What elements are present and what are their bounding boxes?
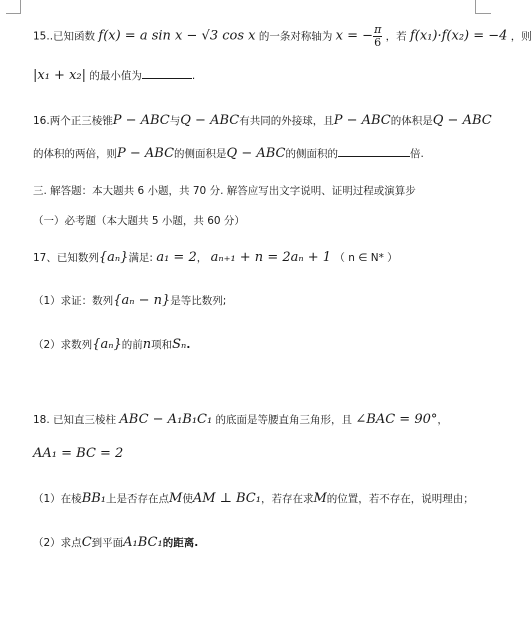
q17-part-2 [33,335,190,355]
q17-part-1 [33,291,226,311]
q17-p1-expression: {aₙ − n} [113,293,171,308]
q16-pyramid-q-3: Q − ABC [226,146,286,161]
q15-line-1 [33,24,532,49]
q18-part-1 [33,489,474,509]
q18-p1-edge: BB₁ [81,491,107,506]
q17-p2-text-1: （2）求数列 [33,339,93,351]
q17-p2-text-2: 的前 [121,339,143,351]
q15-line-2 [33,66,195,86]
q18-p2-point: C [81,535,92,550]
q15-text-5: 的最小值为 [89,70,142,82]
q15-abs-expression: |x₁ + x₂| [33,68,87,83]
q17-condition: （ n ∈ N* ） [334,252,398,264]
crop-mark-right-horizontal [475,13,491,14]
q18-p1-point: M [169,491,183,506]
q17-stem: 17、已知数列{aₙ}满足: a₁ = 2， aₙ₊₁ + n = 2aₙ + 1 （ n ∈ N* ） [33,250,398,265]
q16-answer-blank [338,144,410,157]
q16-text-2: 与 [169,115,181,127]
q17-p2-text-3: 项和 [151,339,173,351]
q15-text-3: ，若 [385,30,407,43]
q16-text-5: 的体积的两倍，则 [33,148,117,160]
q18-text-3: ， [437,414,448,426]
q15-function: f(x) = a sin x − √3 cos x [98,28,256,44]
q18-stem [33,410,448,430]
q15-axis-numerator: π [374,23,382,36]
q16-text-4: 的体积是 [390,115,433,127]
q18-text-2: 的底面是等腰直角三角形，且 [215,414,353,426]
q17-p1-text-1: （1）求证：数列 [33,295,114,307]
q17-recurrence: aₙ₊₁ + n = 2aₙ + 1 [210,250,332,265]
q17-p2-n: n [142,337,152,352]
q18-lengths: AA₁ = BC = 2 [33,446,124,461]
q17-p2-sequence: {aₙ} [92,337,122,352]
q18-p1-text-5: 的位置，若不存在，说明理由； [326,493,474,505]
q17-text-2: 满足: [128,252,153,264]
q17-text-1: 17、已知数列 [33,252,99,264]
q17-sequence: {aₙ} [98,250,129,265]
q18-p1-point-2: M [313,491,327,506]
q15-axis-lhs: x = − [335,28,374,44]
q18-p2-text-2: 到平面 [91,537,124,549]
section-3-subheading: （一）必考题（本大题共 5 小题，共 60 分） [33,215,245,227]
section-3-heading: 三. 解答题：本大题共 6 小题，共 70 分. 解答应写出文字说明、证明过程或演算步 [33,185,416,197]
q18-p1-text-4: ，若存在求 [260,493,314,505]
q15-text-4: ，则 [510,30,532,43]
q16-text-7: 的侧面积的 [285,148,338,160]
q17-p1-text-2: 是等比数列; [170,295,227,307]
q16-line-2 [33,144,424,164]
q18-part-2 [33,533,198,553]
q18-p2-text-1: （2）求点 [33,537,82,549]
q15-answer-blank [142,66,192,79]
q15-end: . [191,70,196,82]
q15-axis-denominator: 6 [374,36,382,49]
q16-text-1: 16.两个正三棱锥 [33,115,113,127]
q18-p1-text-2: 上是否存在点 [106,493,170,505]
q18-p2-text-3: 的距离. [162,537,199,549]
q18-p1-text-3: 使 [182,493,193,505]
q18-angle: ∠BAC = 90° [355,412,438,427]
q16-pyramid-p-2: P − ABC [333,113,391,128]
q17-initial-term: a₁ = 2 [156,250,197,265]
q16-text-3: 有共同的外接球，且 [239,115,334,127]
q16-pyramid-p: P − ABC [112,113,170,128]
q18-p2-plane: A₁BC₁ [123,535,163,550]
crop-mark-left-vertical [20,0,21,14]
q15-axis-fraction [373,24,382,49]
q16-pyramid-p-3: P − ABC [117,146,175,161]
q18-text-1: 18. 已知直三棱柱 [33,414,117,426]
q18-line-2 [33,444,123,464]
q18-prism: ABC − A₁B₁C₁ [119,412,213,427]
crop-mark-right-vertical [475,0,476,14]
crop-mark-left-horizontal [6,13,21,14]
q15-condition: f(x₁)·f(x₂) = −4 [409,28,508,44]
q17-p2-end: . [186,339,191,351]
q16-text-6: 的侧面积是 [174,148,227,160]
q18-p1-perpendicular: AM ⊥ BC₁ [192,491,261,506]
q16-pyramid-q-2: Q − ABC [432,113,492,128]
q15-text-2: 的一条对称轴为 [258,30,333,43]
q16-pyramid-q: Q − ABC [180,113,240,128]
q17-p2-sum: Sₙ [172,337,187,352]
q16-end: 倍. [410,148,424,160]
q16-line-1 [33,111,492,131]
q18-p1-text-1: （1）在棱 [33,493,82,505]
q15-text-1: 15..已知函数 [33,30,96,43]
